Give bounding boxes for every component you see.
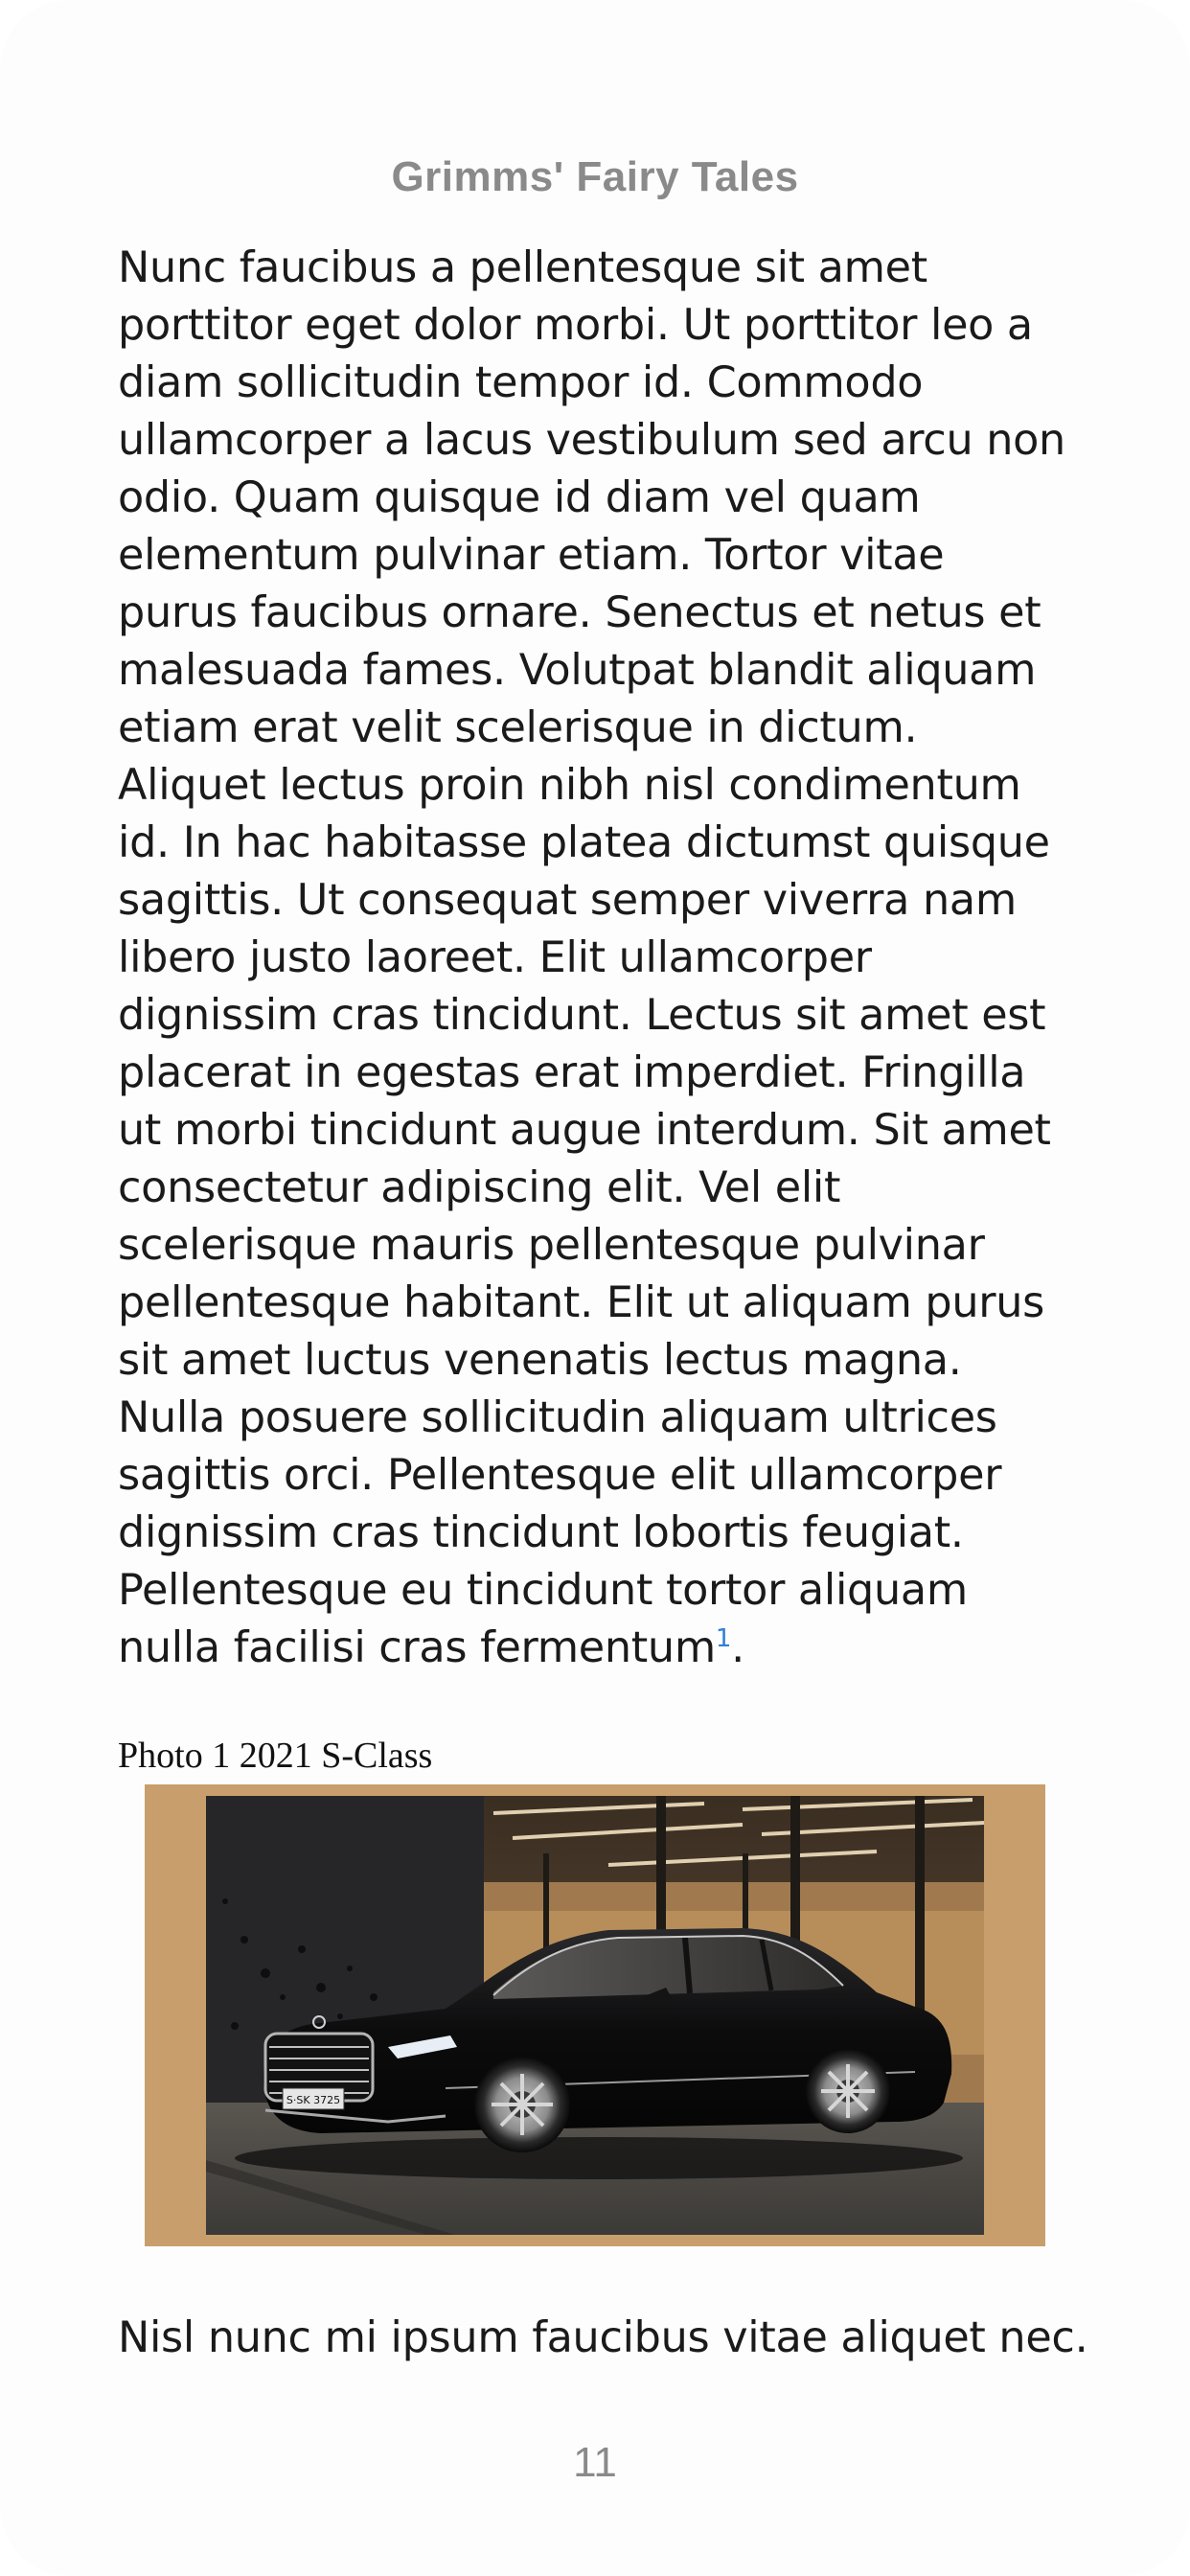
figure-frame (145, 1784, 1045, 2246)
license-plate-text: S·SK 3725 (286, 2094, 341, 2106)
car-photo[interactable] (206, 1796, 984, 2235)
figure-caption: Photo 1 2021 S-Class (118, 1736, 433, 1776)
paragraph-text: Nunc faucibus a pellentesque sit amet porttitor eget dolor morbi. Ut porttitor leo a diam sollicitudin tempor id. Commodo ullamcorper a lacus vestibulum sed arcu non odio. Quam quisque id diam vel quam elementum pulvinar etiam. Tortor vitae purus faucibus ornare. Senectus et netus et malesuada fames. Volutpat blandit aliquam etiam erat velit scelerisque in dictum. Aliquet lectus proin nibh nisl condimentum id. In hac habitasse platea dictumst quisque sagittis. Ut consequat semper viverra nam libero justo laoreet. Elit ullamcorper dignissim cras tincidunt. Lectus sit amet est placerat in egestas erat imperdiet. Fringilla ut morbi tincidunt augue interdum. Sit amet consectetur adipiscing elit. Vel elit scelerisque mauris pellentesque pulvinar pellentesque habitant. Elit ut aliquam purus sit amet luctus venenatis lectus magna. Nulla posuere sollicitudin aliquam ultrices sagittis orci. Pellentesque elit ullamcorper dignissim cras tincidunt lobortis feugiat. Pellentesque eu tincidunt tortor aliquam nulla facilisi cras fermentum (118, 243, 1065, 1672)
body-paragraph (118, 240, 1076, 1677)
closing-paragraph: Nisl nunc mi ipsum faucibus vitae aliquet nec. (118, 2313, 1088, 2362)
footnote-link[interactable]: 1 (715, 1624, 732, 1654)
book-title: Grimms' Fairy Tales (391, 153, 799, 200)
car-photo-illustration (206, 1796, 984, 2235)
page-number: 11 (573, 2439, 617, 2486)
paragraph-end: . (731, 1623, 744, 1672)
